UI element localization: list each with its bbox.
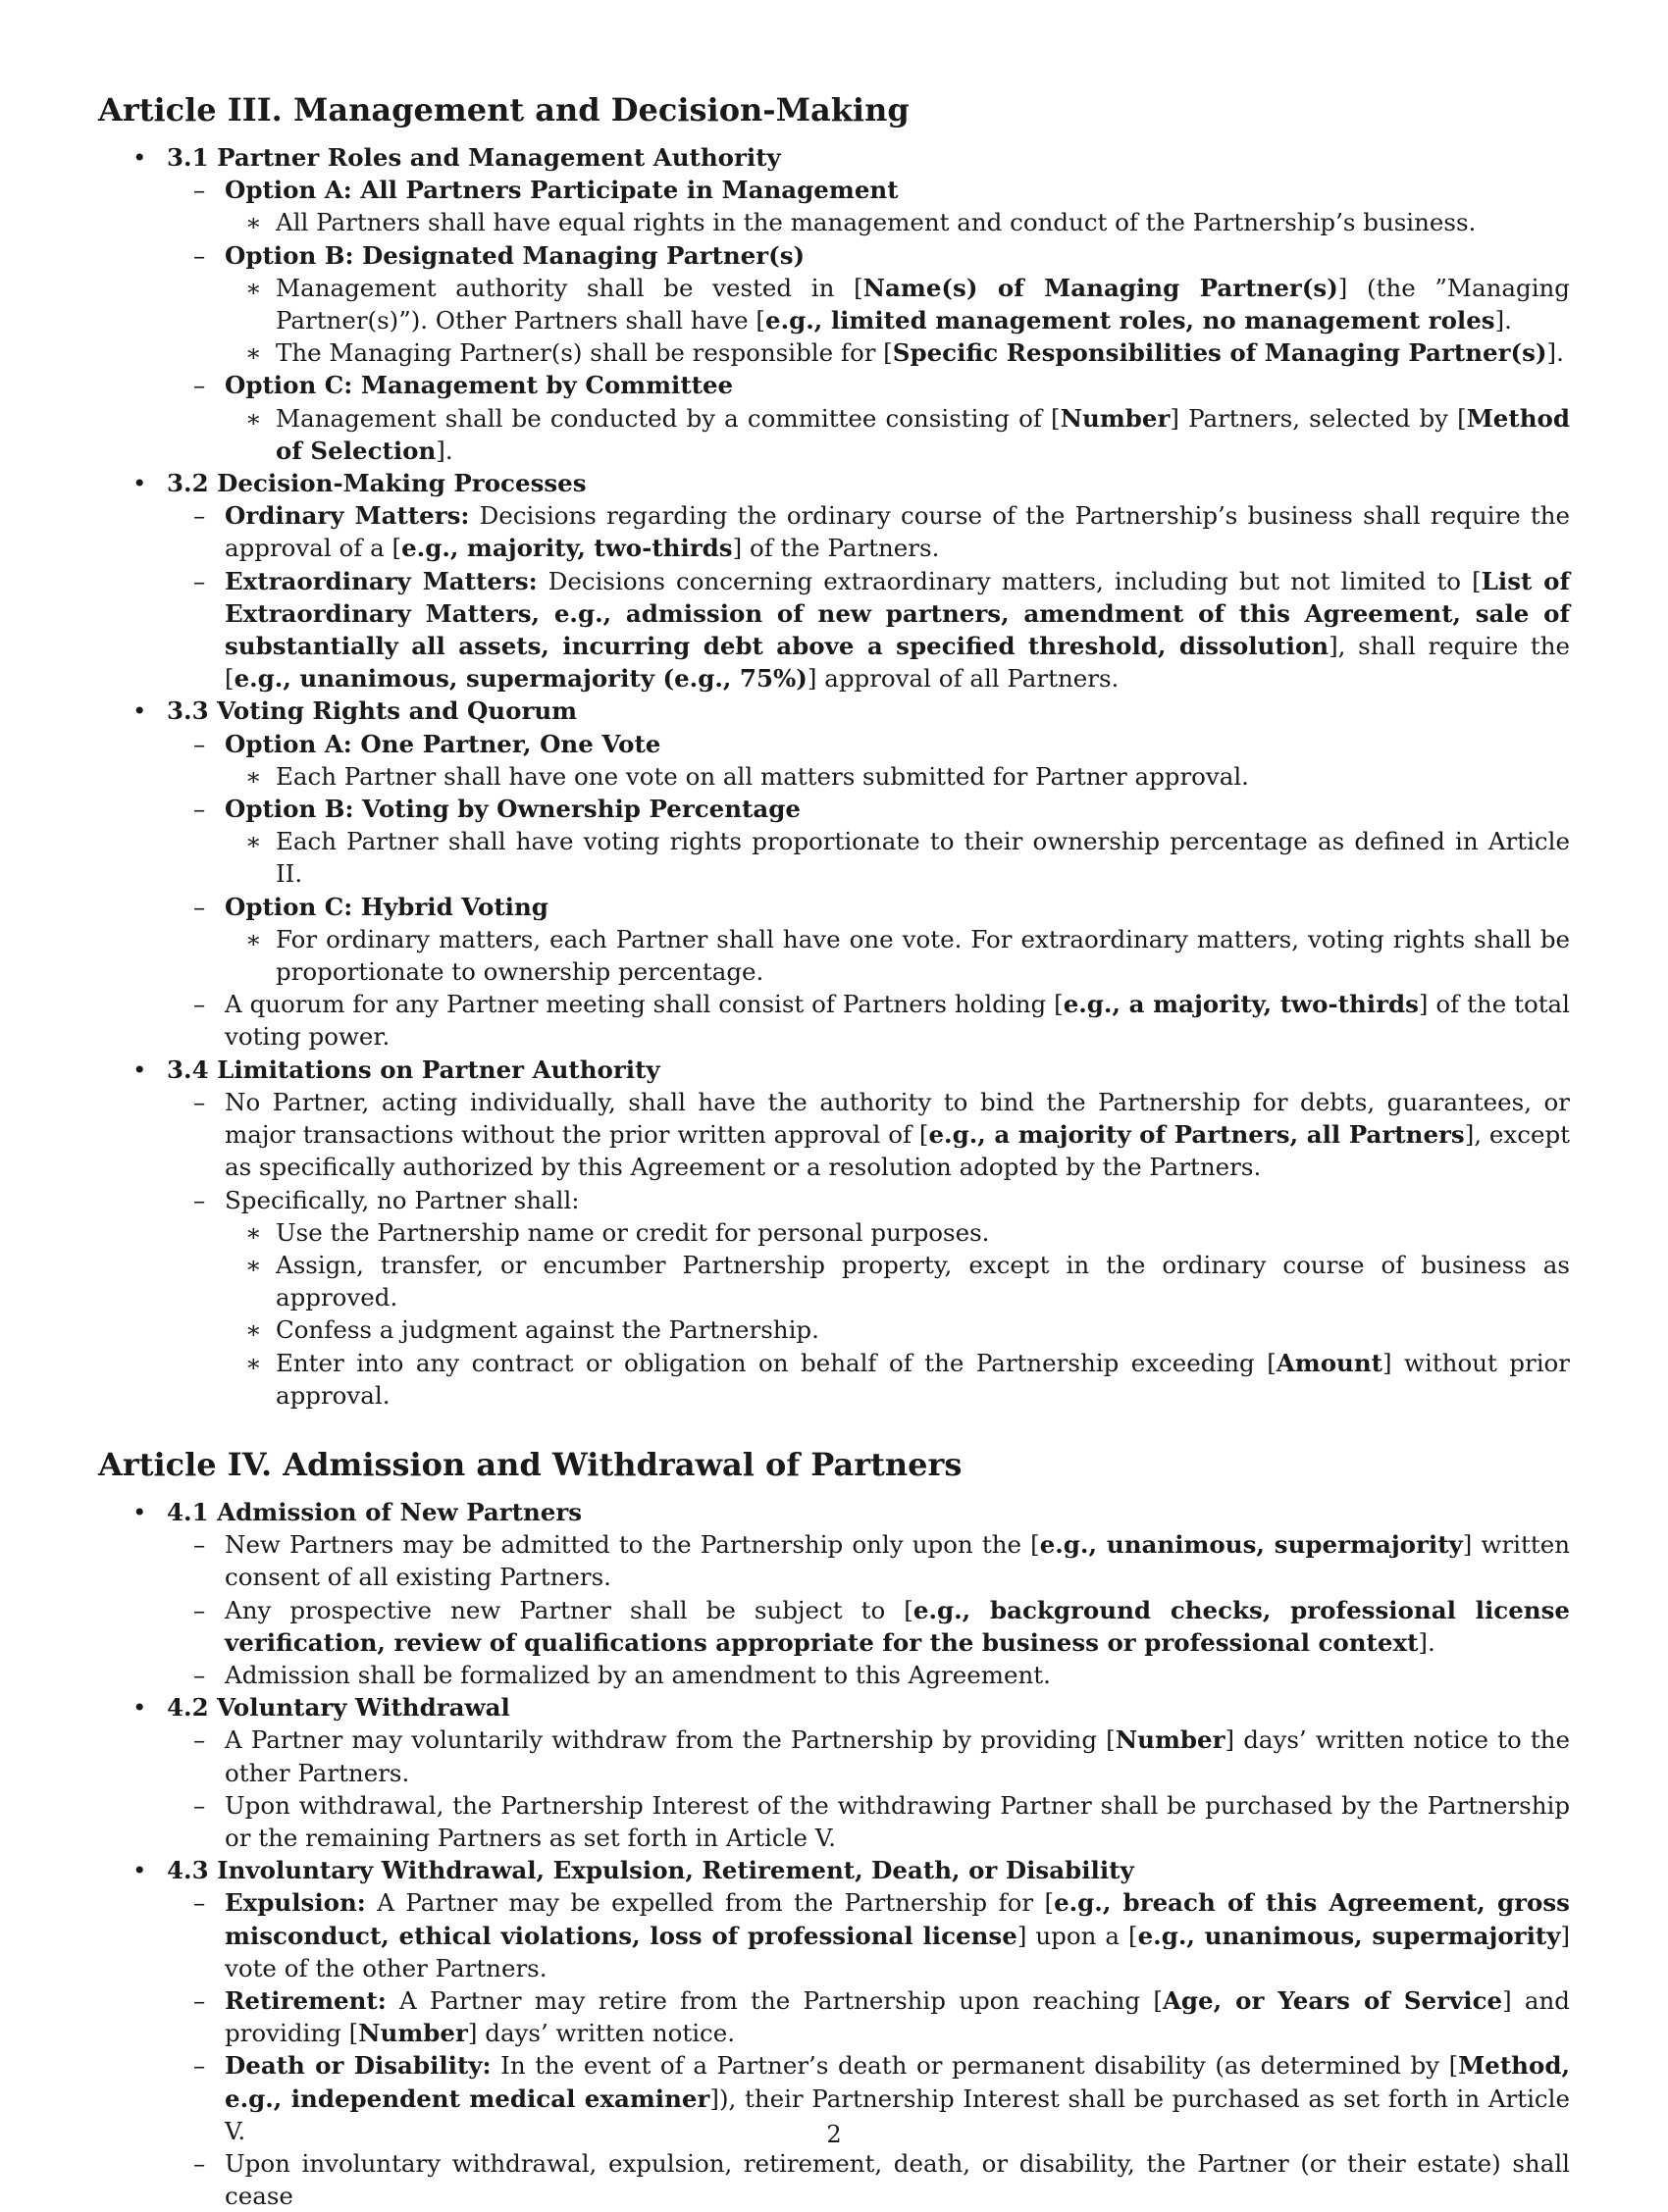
dash-icon: – bbox=[193, 795, 206, 824]
asterisk-icon: ∗ bbox=[245, 1348, 262, 1377]
dash-icon: – bbox=[193, 176, 206, 205]
section-4-3 bbox=[98, 1854, 1570, 1886]
option-title: Option A: All Partners Participate in Management bbox=[225, 176, 899, 205]
clause-item: ∗ Each Partner shall have one vote on all matters submitted for Partner approval. bbox=[98, 760, 1570, 793]
bullet-icon: • bbox=[132, 1693, 147, 1723]
dash-icon: – bbox=[193, 2051, 206, 2081]
dash-icon: – bbox=[193, 1790, 206, 1820]
dash-icon: – bbox=[193, 1185, 206, 1214]
asterisk-icon: ∗ bbox=[245, 761, 262, 791]
asterisk-icon: ∗ bbox=[245, 338, 262, 368]
option-title: Option C: Hybrid Voting bbox=[225, 892, 548, 921]
section-heading: 4.3 Involuntary Withdrawal, Expulsion, Retirement, Death, or Disability bbox=[167, 1856, 1134, 1885]
clause-item: ∗ Confess a judgment against the Partnership. bbox=[98, 1313, 1570, 1346]
article-3-title: Article III. Management and Decision-Making bbox=[98, 91, 910, 129]
asterisk-icon: ∗ bbox=[245, 827, 262, 856]
dash-icon: – bbox=[193, 892, 206, 921]
article-4-title: Article IV. Admission and Withdrawal of Partners bbox=[98, 1445, 963, 1483]
clause-item: – Specifically, no Partner shall: bbox=[98, 1184, 1570, 1216]
option-item bbox=[98, 891, 1570, 923]
option-item bbox=[98, 728, 1570, 760]
clause-item: ∗ For ordinary matters, each Partner shall have one vote. For extraordinary matters, voting rights shall be proportionate to ownership percentage. bbox=[245, 924, 1570, 987]
clause-item: – New Partners may be admitted to the Partnership only upon the [e.g., unanimous, supermajority] written consent of all existing Partners. bbox=[193, 1530, 1570, 1592]
clause-item: – Extraordinary Matters: Decisions concerning extraordinary matters, including but not limited to [List of Extraordinary Matters, e.g., admission of new partners, amendment of this Agreement, sale of substantially all assets, incurring debt above a specified threshold, dissolution], shall require the [e.g., unanimous, supermajority (e.g., 75%)] approval of all Partners. bbox=[193, 566, 1571, 694]
dash-icon: – bbox=[193, 990, 206, 1019]
option-title: Option A: One Partner, One Vote bbox=[225, 729, 661, 758]
clause-item: – No Partner, acting individually, shall have the authority to bind the Partnership for debts, guarantees, or major transactions without the prior written approval of [e.g., a majority of Partners, all Partners], except as specifically authorized by this Agreement or a resolution adopted by the Partners. bbox=[193, 1087, 1570, 1182]
dash-icon: – bbox=[193, 501, 206, 531]
option-item bbox=[98, 369, 1570, 401]
clause-item: ∗ The Managing Partner(s) shall be responsible for [Specific Responsibilities of Managing Partner(s)]. bbox=[98, 336, 1570, 369]
dash-icon: – bbox=[193, 2148, 206, 2178]
bullet-icon: • bbox=[132, 1497, 147, 1526]
bullet-icon: • bbox=[132, 1055, 147, 1084]
asterisk-icon: ∗ bbox=[245, 1217, 262, 1247]
dash-icon: – bbox=[193, 1725, 206, 1755]
option-title: Option B: Voting by Ownership Percentage bbox=[225, 795, 801, 824]
clause-item: – Upon withdrawal, the Partnership Interest of the withdrawing Partner shall be purchased by the Partnership or the remaining Partners as set forth in Article V. bbox=[193, 1790, 1570, 1852]
dash-icon: – bbox=[193, 566, 206, 595]
document-page bbox=[98, 90, 1570, 2212]
asterisk-icon: ∗ bbox=[245, 1315, 262, 1345]
section-heading: 4.2 Voluntary Withdrawal bbox=[167, 1693, 510, 1723]
section-3-4 bbox=[98, 1054, 1570, 1086]
clause-item: – Any prospective new Partner shall be subject to [e.g., background checks, professional license verification, review of qualifications appropriate for the business or professional context]. bbox=[193, 1595, 1570, 1657]
asterisk-icon: ∗ bbox=[245, 208, 262, 237]
bullet-icon: • bbox=[132, 696, 147, 726]
bullet-icon: • bbox=[132, 469, 147, 498]
clause-item: ∗ Management authority shall be vested in [Name(s) of Managing Partner(s)] (the ”Managing Partner(s)”). Other Partners shall have [e.g., limited management roles, no management roles]. bbox=[245, 273, 1570, 335]
section-3-3 bbox=[98, 694, 1570, 727]
clause-item: – Death or Disability: In the event of a Partner’s death or permanent disability (as determined by [Method, e.g., independent medical examiner]), their Partnership Interest shall be purchased as set forth in Article V. bbox=[193, 2051, 1570, 2145]
clause-item: ∗ Assign, transfer, or encumber Partnership property, except in the ordinary course of business as approved. bbox=[245, 1250, 1570, 1312]
dash-icon: – bbox=[193, 1985, 206, 2015]
bullet-icon: • bbox=[132, 143, 147, 172]
section-3-2 bbox=[98, 467, 1570, 499]
option-item bbox=[98, 174, 1570, 206]
asterisk-icon: ∗ bbox=[245, 403, 262, 433]
section-heading: 3.1 Partner Roles and Management Authority bbox=[167, 143, 781, 172]
dash-icon: – bbox=[193, 1660, 206, 1689]
option-item bbox=[98, 793, 1570, 825]
clause-item: ∗ Use the Partnership name or credit for personal purposes. bbox=[98, 1216, 1570, 1249]
section-heading: 3.2 Decision-Making Processes bbox=[167, 469, 587, 498]
option-title: Option B: Designated Managing Partner(s) bbox=[225, 240, 806, 270]
clause-item: – Upon involuntary withdrawal, expulsion, retirement, death, or disability, the Partner (or their estate) shall cease bbox=[193, 2148, 1570, 2211]
dash-icon: – bbox=[193, 1530, 206, 1560]
page-number: 2 bbox=[826, 2121, 842, 2148]
clause-item: – Ordinary Matters: Decisions regarding the ordinary course of the Partnership’s business shall require the approval of a [e.g., majority, two-thirds] of the Partners. bbox=[193, 501, 1571, 563]
bullet-icon: • bbox=[132, 1856, 147, 1885]
clause-item: – A Partner may voluntarily withdraw from the Partnership by providing [Number] days’ written notice to the other Partners. bbox=[193, 1725, 1570, 1787]
asterisk-icon: ∗ bbox=[245, 924, 262, 953]
clause-item: – Admission shall be formalized by an amendment to this Agreement. bbox=[98, 1659, 1570, 1691]
section-4-2 bbox=[98, 1691, 1570, 1723]
clause-item: – Retirement: A Partner may retire from the Partnership upon reaching [Age, or Years of Service] and providing [Number] days’ written notice. bbox=[193, 1985, 1570, 2048]
asterisk-icon: ∗ bbox=[245, 1250, 262, 1279]
clause-item: – A quorum for any Partner meeting shall consist of Partners holding [e.g., a majority, two-thirds] of the total voting power. bbox=[193, 990, 1570, 1052]
clause-item: ∗ All Partners shall have equal rights in the management and conduct of the Partnership’s business. bbox=[98, 206, 1570, 238]
asterisk-icon: ∗ bbox=[245, 273, 262, 302]
dash-icon: – bbox=[193, 729, 206, 758]
dash-icon: – bbox=[193, 1595, 206, 1624]
section-heading: 3.3 Voting Rights and Quorum bbox=[167, 696, 578, 726]
section-3-1 bbox=[98, 141, 1570, 174]
clause-item: – Expulsion: A Partner may be expelled from the Partnership for [e.g., breach of this Agreement, gross misconduct, ethical violations, loss of professional license] upon a [e.g., unanimous, supermajority] vote of the other Partners. bbox=[193, 1888, 1570, 1982]
section-4-1 bbox=[98, 1496, 1570, 1528]
clause-item: ∗ Enter into any contract or obligation on behalf of the Partnership exceeding [Amount] without prior approval. bbox=[245, 1348, 1570, 1410]
section-heading: 3.4 Limitations on Partner Authority bbox=[167, 1055, 660, 1084]
dash-icon: – bbox=[193, 1888, 206, 1918]
dash-icon: – bbox=[193, 371, 206, 400]
dash-icon: – bbox=[193, 240, 206, 270]
option-title: Option C: Management by Committee bbox=[225, 371, 734, 400]
option-item bbox=[98, 239, 1570, 272]
clause-item: ∗ Each Partner shall have voting rights proportionate to their ownership percentage as defined in Article II. bbox=[245, 827, 1570, 889]
section-heading: 4.1 Admission of New Partners bbox=[167, 1497, 583, 1526]
clause-item: ∗ Management shall be conducted by a committee consisting of [Number] Partners, selected by [Method of Selection]. bbox=[245, 403, 1570, 465]
dash-icon: – bbox=[193, 1087, 206, 1116]
